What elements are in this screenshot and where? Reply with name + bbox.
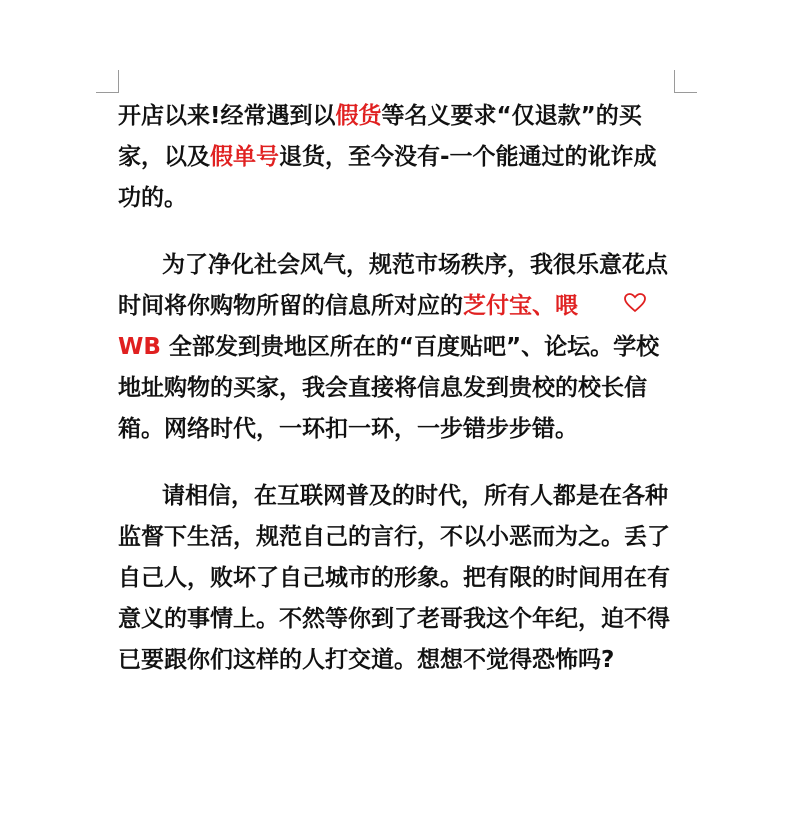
highlight-platforms: 芝付宝、喂 bbox=[463, 293, 578, 319]
highlight-fake-tracking: 假单号 bbox=[210, 144, 279, 170]
text-run: 全部发到贵地区所在的“百度贴吧”、论坛。学校地址购物的买家，我会直接将信息发到贵校的校长信箱。网络时代，一环扣一环，一步错步步错。 bbox=[118, 334, 660, 442]
page-corner-marker-top-left bbox=[96, 70, 119, 93]
text-run: 为了净化社会风气，规范市场秩序，我很乐意花点时间将你购物所留的信息所对应的 bbox=[118, 252, 668, 319]
text-run: 等名义要求“仅退款”的买家，以及 bbox=[118, 103, 642, 170]
text-run: 开店以来!经常遇到以 bbox=[118, 103, 336, 129]
heart-icon bbox=[580, 286, 646, 327]
paragraph-1 bbox=[118, 96, 678, 219]
highlight-fake-goods: 假货 bbox=[335, 103, 382, 129]
paragraph-3 bbox=[118, 476, 678, 681]
paragraph-2 bbox=[118, 245, 678, 450]
text-run: 退货，至今没有-一个能通过的讹诈成功的。 bbox=[118, 144, 657, 211]
document-body bbox=[118, 96, 678, 707]
highlight-wb: WB bbox=[118, 334, 161, 360]
text-run: 请相信，在互联网普及的时代，所有人都是在各种监督下生活，规范自己的言行，不以小恶而为之。丢了自己人，败坏了自己城市的形象。把有限的时间用在有意义的事情上。不然等你到了老哥我这个年纪，迫不得已要跟你们这样的人打交道。想想不觉得恐怖吗? bbox=[118, 483, 670, 673]
page-corner-marker-top-right bbox=[674, 70, 697, 93]
